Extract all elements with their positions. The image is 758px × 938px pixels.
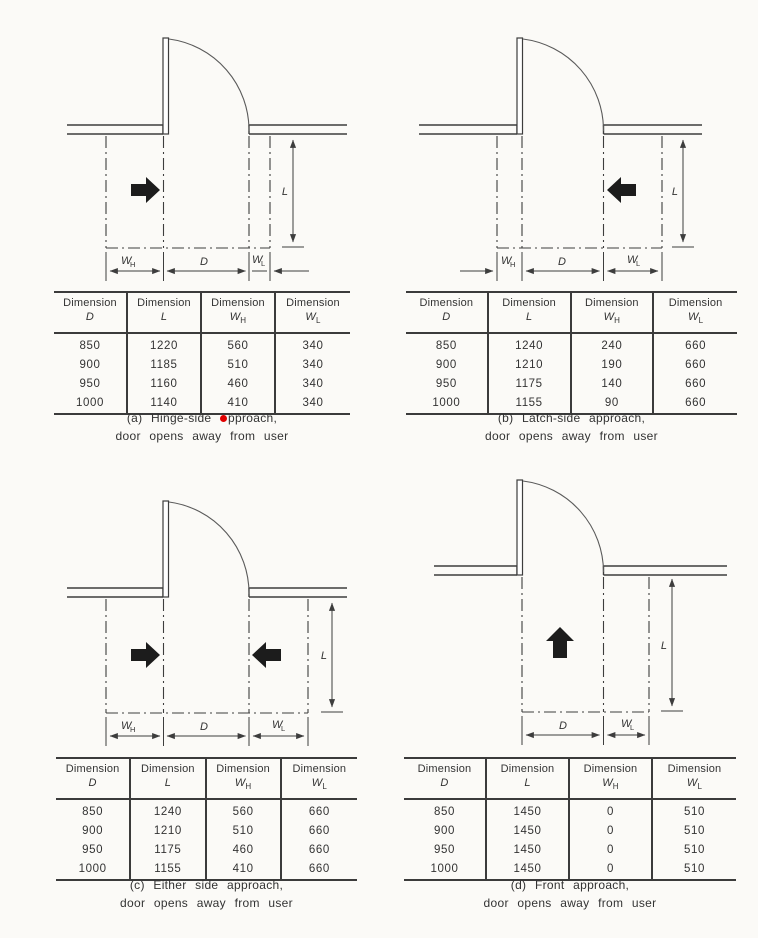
dimension-label-d: D <box>559 720 567 732</box>
dimension-label-wh: W <box>121 255 132 267</box>
left-arrow-icon <box>252 642 281 668</box>
table-cell: 0 <box>570 800 653 822</box>
table-cell: 1450 <box>487 822 570 841</box>
dimension-label-l: L <box>671 186 678 198</box>
col-header: Dimension D <box>406 293 489 334</box>
table-cell: 1000 <box>56 860 131 879</box>
door-leaf <box>163 38 169 134</box>
dimension-label-wl: W <box>252 254 263 266</box>
red-dot-mark <box>220 415 227 422</box>
wall-lines <box>67 588 347 597</box>
door-diagram-c <box>0 469 379 759</box>
extension-lines <box>106 712 343 746</box>
caption-line-2: door opens away from user <box>115 428 289 443</box>
caption-line-2: door opens away from user <box>485 428 658 443</box>
table-cell: 660 <box>308 863 330 876</box>
table-cell: 510 <box>684 806 705 819</box>
dimension-table-a <box>54 291 350 415</box>
caption-line-1: (a) Hinge-side pproach, <box>126 411 278 425</box>
dimension-label-d: D <box>200 256 208 268</box>
dimension-label-wl-sub: L <box>630 723 635 732</box>
caption-line-1: (b) Latch-side approach, <box>497 411 646 425</box>
dimension-table-d <box>404 757 736 881</box>
dimension-label-wl-sub: L <box>281 724 286 733</box>
table-cell: 340 <box>302 340 324 353</box>
table-cell: 1210 <box>131 822 206 841</box>
caption-line-2: door opens away from user <box>120 895 293 910</box>
col-header: Dimension $W_H$ <box>207 759 282 800</box>
figure-d-front-approach <box>379 469 758 938</box>
table-cell: 510 <box>684 863 705 876</box>
wall-lines <box>67 125 347 134</box>
table-cell: 950 <box>54 375 128 394</box>
door-leaf <box>517 480 523 575</box>
table-cell: 410 <box>202 394 276 413</box>
door-diagram-b <box>379 0 758 290</box>
table-cell: 660 <box>685 359 707 372</box>
figure-caption-a <box>54 410 350 445</box>
table-cell: 0 <box>570 841 653 860</box>
table-cell: 850 <box>404 800 487 822</box>
table-cell: 510 <box>684 825 705 838</box>
table-cell: 660 <box>685 378 707 391</box>
table-cell: 1175 <box>489 375 572 394</box>
table-cell: 900 <box>406 356 489 375</box>
table-cell: 340 <box>302 359 324 372</box>
door-swing-arc <box>523 39 604 131</box>
table-cell: 1220 <box>128 334 202 356</box>
table-cell: 410 <box>207 860 282 879</box>
table-cell: 1240 <box>131 800 206 822</box>
extension-lines <box>522 711 683 745</box>
dimension-lines <box>110 140 309 271</box>
figure-caption-d <box>404 877 736 912</box>
table-cell: 660 <box>308 844 330 857</box>
table-cell: 0 <box>570 860 653 879</box>
col-header: Dimension D <box>404 759 487 800</box>
table-cell: 0 <box>570 822 653 841</box>
table-cell: 140 <box>572 375 655 394</box>
col-header: Dimension $W_L$ <box>276 293 350 334</box>
table-cell: 1450 <box>487 860 570 879</box>
table-cell: 1155 <box>131 860 206 879</box>
col-header: Dimension $W_L$ <box>654 293 737 334</box>
table-cell: 340 <box>302 378 324 391</box>
clearance-boundary-lines <box>522 577 649 712</box>
table-cell: 660 <box>308 806 330 819</box>
dimension-lines <box>110 603 332 736</box>
extension-lines <box>497 247 694 281</box>
left-arrow-icon <box>607 177 636 203</box>
col-header: Dimension L <box>131 759 206 800</box>
table-cell: 1185 <box>128 356 202 375</box>
col-header: Dimension L <box>487 759 570 800</box>
wall-lines <box>419 125 702 134</box>
figure-caption-b <box>406 410 737 445</box>
dimension-table-c <box>56 757 357 881</box>
table-cell: 1000 <box>404 860 487 879</box>
col-header: Dimension $W_L$ <box>653 759 736 800</box>
table-cell: 900 <box>56 822 131 841</box>
table-cell: 850 <box>56 800 131 822</box>
dimension-label-wl-sub: L <box>261 259 266 268</box>
dimension-label-wh-sub: H <box>130 260 136 269</box>
dimension-label-wh: W <box>501 255 512 267</box>
col-header: Dimension $W_H$ <box>202 293 276 334</box>
dimension-label-wl-sub: L <box>636 259 641 268</box>
table-cell: 1140 <box>128 394 202 413</box>
wall-lines <box>434 566 727 575</box>
figure-a-hinge-side-approach <box>0 0 379 469</box>
table-cell: 460 <box>202 375 276 394</box>
table-cell: 660 <box>308 825 330 838</box>
col-header: Dimension L <box>489 293 572 334</box>
col-header: Dimension D <box>54 293 128 334</box>
dimension-table-b <box>406 291 737 415</box>
table-cell: 560 <box>202 334 276 356</box>
table-cell: 950 <box>56 841 131 860</box>
table-cell: 950 <box>406 375 489 394</box>
dimension-label-wl: W <box>621 718 632 730</box>
table-cell: 900 <box>54 356 128 375</box>
col-header: Dimension D <box>56 759 131 800</box>
table-cell: 460 <box>207 841 282 860</box>
table-cell: 950 <box>404 841 487 860</box>
dimension-lines <box>460 140 683 271</box>
caption-line-1: (c) Either side approach, <box>129 878 284 892</box>
table-cell: 510 <box>684 844 705 857</box>
table-cell: 1000 <box>54 394 128 413</box>
dimension-label-wh-sub: H <box>510 260 516 269</box>
table-cell: 850 <box>54 334 128 356</box>
table-cell: 660 <box>685 397 707 410</box>
dimension-label-l: L <box>320 650 327 662</box>
door-diagram-a <box>0 0 379 290</box>
table-cell: 1450 <box>487 841 570 860</box>
table-cell: 1450 <box>487 800 570 822</box>
door-swing-arc <box>523 481 604 572</box>
caption-line-1: (d) Front approach, <box>510 878 630 892</box>
col-header: Dimension $W_H$ <box>572 293 655 334</box>
table-cell: 1240 <box>489 334 572 356</box>
door-swing-arc <box>169 502 249 594</box>
table-cell: 510 <box>207 822 282 841</box>
caption-line-2: door opens away from user <box>483 895 657 910</box>
table-cell: 510 <box>202 356 276 375</box>
dimension-label-wh-sub: H <box>130 725 136 734</box>
table-cell: 1155 <box>489 394 572 413</box>
dimension-label-wh: W <box>121 720 132 732</box>
up-arrow-icon <box>546 627 574 658</box>
col-header: Dimension $W_H$ <box>570 759 653 800</box>
table-cell: 900 <box>404 822 487 841</box>
table-cell: 1160 <box>128 375 202 394</box>
dimension-label-d: D <box>558 256 566 268</box>
table-cell: 240 <box>572 334 655 356</box>
clearance-boundary-lines <box>497 136 662 248</box>
dimension-label-wl: W <box>627 254 638 266</box>
table-cell: 850 <box>406 334 489 356</box>
table-cell: 1175 <box>131 841 206 860</box>
figure-b-latch-side-approach <box>379 0 758 469</box>
table-cell: 560 <box>207 800 282 822</box>
dimension-label-wl: W <box>272 719 283 731</box>
table-cell: 340 <box>302 397 324 410</box>
col-header: Dimension $W_L$ <box>282 759 357 800</box>
dimension-label-d: D <box>200 721 208 733</box>
dimension-label-l: L <box>281 186 288 198</box>
door-leaf <box>517 38 523 134</box>
door-swing-arc <box>169 39 249 131</box>
clearance-boundary-lines <box>106 136 270 248</box>
table-cell: 90 <box>572 394 655 413</box>
right-arrow-icon <box>131 642 160 668</box>
table-cell: 1210 <box>489 356 572 375</box>
table-cell: 1000 <box>406 394 489 413</box>
door-diagram-d <box>379 469 758 759</box>
col-header: Dimension L <box>128 293 202 334</box>
right-arrow-icon <box>131 177 160 203</box>
table-cell: 660 <box>685 340 707 353</box>
dimension-label-l: L <box>660 640 667 652</box>
door-leaf <box>163 501 169 597</box>
table-cell: 190 <box>572 356 655 375</box>
figure-caption-c <box>56 877 357 912</box>
figure-c-either-side-approach <box>0 469 379 938</box>
